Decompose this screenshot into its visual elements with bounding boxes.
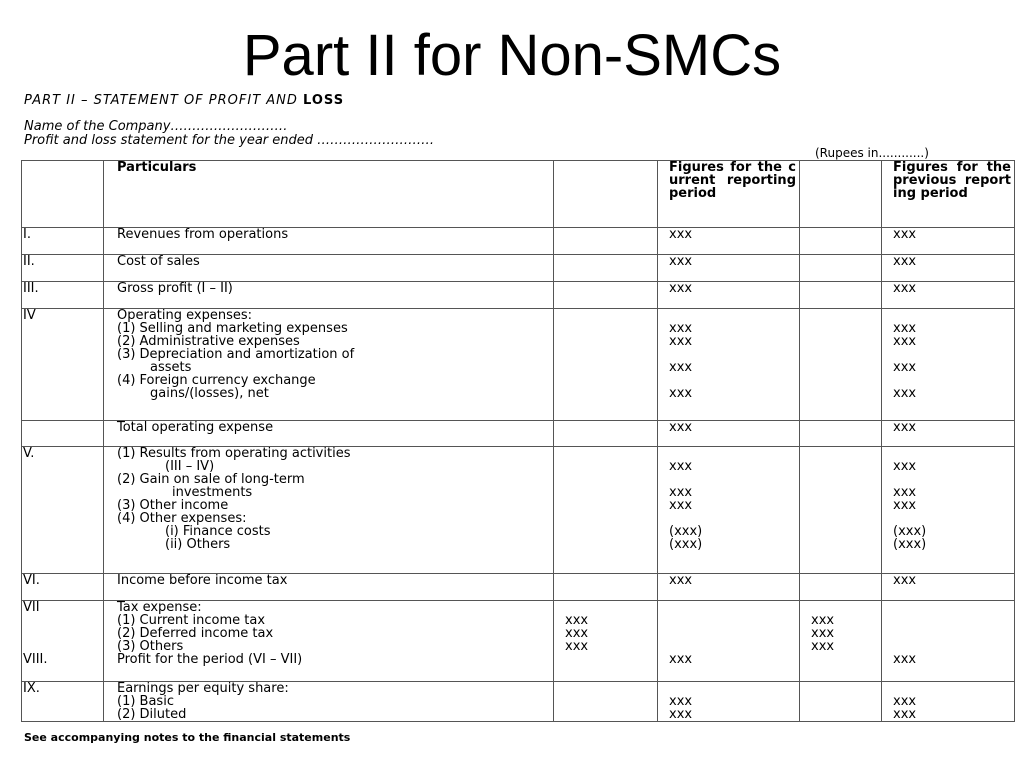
- tax-item-1: (1) Current income tax: [117, 613, 266, 628]
- results-particulars: [104, 447, 554, 574]
- operating-item-3: (3) Depreciation and amortization of: [117, 347, 355, 362]
- previous-value: xxx: [893, 707, 917, 722]
- row-number: VI.: [22, 574, 104, 601]
- operating-item-1: (1) Selling and marketing expenses: [117, 321, 348, 336]
- previous-sub-value: xxx: [811, 626, 835, 641]
- empty-cell: [554, 574, 658, 601]
- previous-value: xxx: [893, 498, 917, 513]
- previous-value: xxx: [893, 694, 917, 709]
- results-item-3: (3) Other income: [117, 498, 229, 513]
- statement-heading-bold: LOSS: [303, 93, 345, 108]
- table-row: [22, 282, 1015, 309]
- tax-expense-title: Tax expense:: [117, 600, 202, 615]
- row-number: VIII.: [23, 652, 48, 667]
- current-value: xxx: [669, 386, 693, 401]
- tax-expense-row: [22, 601, 1015, 682]
- row-number: IV: [22, 309, 104, 421]
- current-value: xxx: [669, 321, 693, 336]
- empty-cell: [800, 309, 882, 421]
- current-value: xxx: [669, 707, 693, 722]
- results-previous-values: [882, 447, 1015, 574]
- row-label: Cost of sales: [104, 255, 554, 282]
- eps-title: Earnings per equity share:: [117, 681, 289, 696]
- table-header-row: [22, 161, 1015, 228]
- empty-cell: [800, 682, 882, 722]
- row-number: V.: [22, 447, 104, 574]
- current-value: (xxx): [669, 537, 703, 552]
- current-sub-value: xxx: [565, 613, 589, 628]
- empty-cell: [554, 309, 658, 421]
- eps-diluted-label: (2) Diluted: [117, 707, 187, 722]
- previous-value: xxx: [893, 334, 917, 349]
- income-before-tax-row: [22, 574, 1015, 601]
- total-operating-row: [22, 421, 1015, 447]
- row-number: I.: [22, 228, 104, 255]
- row-label: Revenues from operations: [104, 228, 554, 255]
- eps-basic-label: (1) Basic: [117, 694, 174, 709]
- current-value: (xxx): [669, 524, 703, 539]
- empty-cell: [554, 421, 658, 447]
- tax-particulars: [104, 601, 554, 682]
- company-name-line: Name of the Company………………………: [24, 119, 288, 134]
- tax-item-3: (3) Others: [117, 639, 184, 654]
- row-label: Gross profit (I – II): [104, 282, 554, 309]
- current-value: xxx: [669, 360, 693, 375]
- operating-item-4: (4) Foreign currency exchange: [117, 373, 316, 388]
- empty-cell: [554, 682, 658, 722]
- operating-item-3-cont: assets: [150, 360, 192, 375]
- tax-previous-sub-values: [800, 601, 882, 682]
- profit-for-period-label: Profit for the period (VI – VII): [117, 652, 303, 667]
- currency-note: (Rupees in............): [815, 146, 929, 160]
- operating-current-values: [658, 309, 800, 421]
- eps-current-values: [658, 682, 800, 722]
- statement-heading-italic: PART II – STATEMENT OF PROFIT AND: [24, 93, 304, 108]
- operating-item-4-cont: gains/(losses), net: [150, 386, 269, 401]
- previous-value: (xxx): [893, 537, 927, 552]
- current-value: xxx: [658, 255, 800, 282]
- eps-particulars: [104, 682, 554, 722]
- tax-previous-values: [882, 601, 1015, 682]
- current-value: xxx: [669, 485, 693, 500]
- empty-cell: [800, 255, 882, 282]
- empty-cell: [554, 228, 658, 255]
- header-previous-sub: [800, 161, 882, 228]
- results-item-1: (1) Results from operating activities: [117, 446, 351, 461]
- current-value: xxx: [669, 652, 693, 667]
- empty-cell: [554, 282, 658, 309]
- empty-cell: [22, 421, 104, 447]
- results-item-2: (2) Gain on sale of long-term: [117, 472, 305, 487]
- current-value: xxx: [669, 498, 693, 513]
- previous-value: (xxx): [893, 524, 927, 539]
- header-previous-figures: Figures for the previous reporting period: [882, 161, 1015, 228]
- empty-cell: [800, 421, 882, 447]
- header-particulars: Particulars: [104, 161, 554, 228]
- empty-cell: [800, 574, 882, 601]
- previous-value: xxx: [893, 386, 917, 401]
- previous-sub-value: xxx: [811, 613, 835, 628]
- tax-row-numbers: [22, 601, 104, 682]
- period-line: Profit and loss statement for the year ended ………………………: [24, 133, 435, 148]
- current-value: xxx: [658, 421, 800, 447]
- eps-previous-values: [882, 682, 1015, 722]
- tax-current-values: [658, 601, 800, 682]
- results-item-1-cont: (III – IV): [165, 459, 215, 474]
- operating-item-2: (2) Administrative expenses: [117, 334, 300, 349]
- previous-value: xxx: [893, 485, 917, 500]
- current-sub-value: xxx: [565, 626, 589, 641]
- tax-item-2: (2) Deferred income tax: [117, 626, 274, 641]
- operating-expenses-row: [22, 309, 1015, 421]
- footer-note: See accompanying notes to the financial statements: [24, 731, 351, 744]
- previous-value: xxx: [882, 574, 1015, 601]
- current-value: xxx: [658, 574, 800, 601]
- eps-row: [22, 682, 1015, 722]
- current-value: xxx: [669, 459, 693, 474]
- finance-costs-label: (i) Finance costs: [165, 524, 271, 539]
- row-number: III.: [22, 282, 104, 309]
- operating-expenses-title: Operating expenses:: [117, 308, 253, 323]
- previous-value: xxx: [893, 652, 917, 667]
- other-expenses-title: (4) Other expenses:: [117, 511, 247, 526]
- row-label: Total operating expense: [104, 421, 554, 447]
- profit-loss-table: [21, 160, 1015, 722]
- current-value: xxx: [669, 334, 693, 349]
- header-current-figures: Figures for the current reporting period: [658, 161, 800, 228]
- current-value: xxx: [658, 282, 800, 309]
- empty-cell: [554, 447, 658, 574]
- slide-title: Part II for Non-SMCs: [242, 23, 782, 88]
- previous-sub-value: xxx: [811, 639, 835, 654]
- tax-current-sub-values: [554, 601, 658, 682]
- previous-value: xxx: [893, 459, 917, 474]
- current-sub-value: xxx: [565, 639, 589, 654]
- previous-value: xxx: [882, 421, 1015, 447]
- other-costs-label: (ii) Others: [165, 537, 231, 552]
- previous-value: xxx: [882, 282, 1015, 309]
- empty-cell: [554, 255, 658, 282]
- empty-cell: [800, 447, 882, 574]
- empty-cell: [800, 282, 882, 309]
- header-no-cell: [22, 161, 104, 228]
- current-value: xxx: [658, 228, 800, 255]
- row-number: IX.: [22, 682, 104, 722]
- row-number: VII: [23, 600, 40, 615]
- table-row: [22, 255, 1015, 282]
- previous-value: xxx: [893, 360, 917, 375]
- results-row: [22, 447, 1015, 574]
- statement-heading: [24, 93, 344, 108]
- previous-value: xxx: [882, 255, 1015, 282]
- row-number: II.: [22, 255, 104, 282]
- results-current-values: [658, 447, 800, 574]
- operating-expenses-particulars: [104, 309, 554, 421]
- empty-cell: [800, 228, 882, 255]
- results-item-2-cont: investments: [172, 485, 253, 500]
- header-current-sub: [554, 161, 658, 228]
- previous-value: xxx: [882, 228, 1015, 255]
- current-value: xxx: [669, 694, 693, 709]
- table-row: [22, 228, 1015, 255]
- previous-value: xxx: [893, 321, 917, 336]
- row-label: Income before income tax: [104, 574, 554, 601]
- operating-previous-values: [882, 309, 1015, 421]
